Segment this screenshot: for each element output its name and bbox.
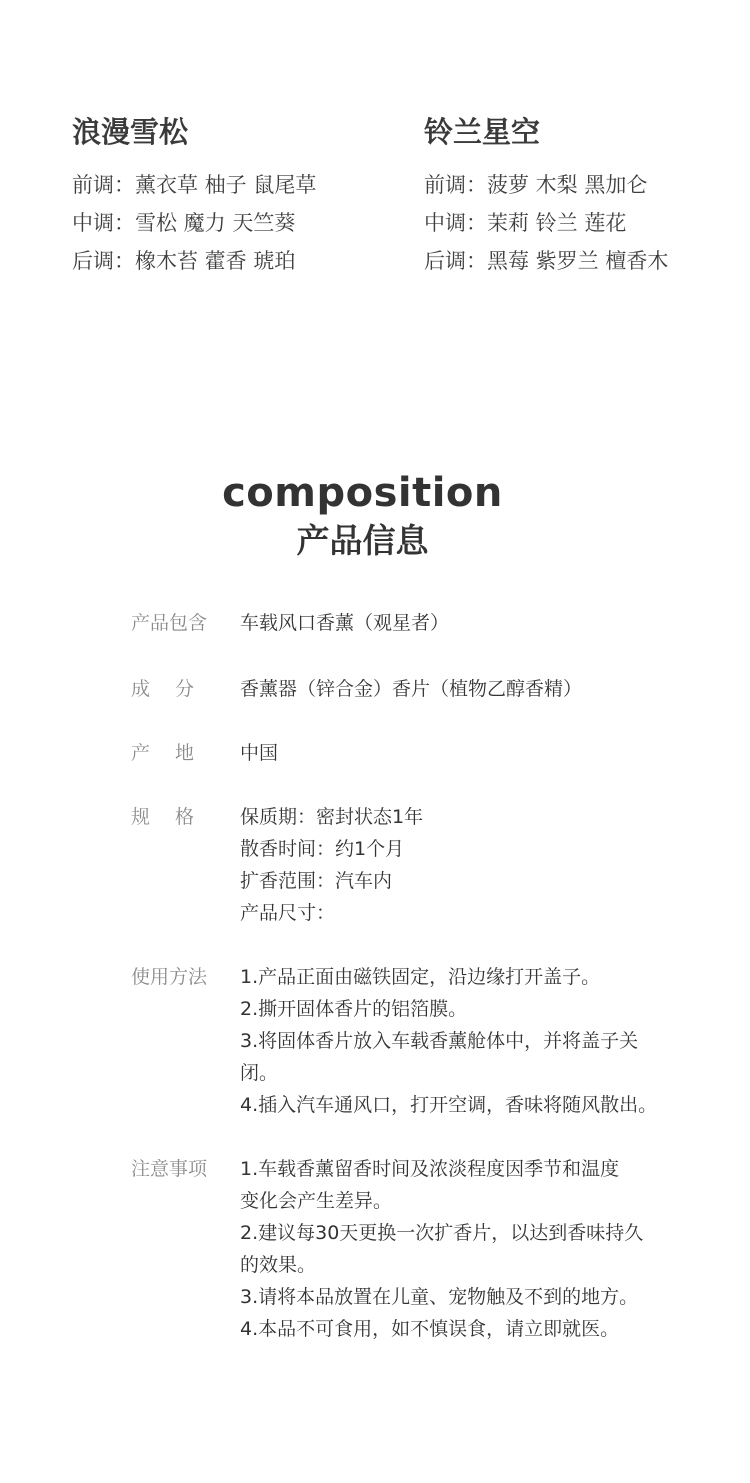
info-label: 成 分: [131, 678, 195, 700]
info-line: 1.产品正面由磁铁固定，沿边缘打开盖子。: [240, 966, 601, 988]
info-value: [240, 607, 449, 639]
scent-lily-starry-sky: [424, 112, 668, 280]
info-label: 产 地: [131, 742, 195, 764]
info-line: 2.撕开固体香片的铝箔膜。: [240, 998, 468, 1020]
top-note: 前调：菠萝 木梨 黑加仑: [424, 173, 648, 197]
info-row-usage-instructions: [131, 961, 657, 1121]
scent-title: 铃兰星空: [424, 115, 541, 149]
info-line: 闭。: [240, 1062, 279, 1084]
info-row-package-contents: [131, 607, 449, 639]
info-value: [240, 673, 582, 705]
base-note: 后调：黑莓 紫罗兰 檀香木: [424, 249, 669, 273]
info-line: 扩香范围：汽车内: [240, 870, 393, 892]
info-line: 3.将固体香片放入车载香薰舱体中，并将盖子关: [240, 1030, 639, 1052]
info-value: [240, 1153, 643, 1345]
base-note: 后调：橡木苔 藿香 琥珀: [72, 249, 296, 273]
info-line: 散香时间：约1个月: [240, 838, 405, 860]
info-line: 车载风口香薰（观星者）: [240, 612, 450, 634]
info-line: 4.本品不可食用，如不慎误食，请立即就医。: [240, 1318, 620, 1340]
info-value: [240, 801, 423, 929]
info-row-origin: [131, 737, 278, 769]
info-value: [240, 961, 657, 1121]
info-line: 1.车载香薰留香时间及浓淡程度因季节和温度: [240, 1158, 620, 1180]
info-row-specifications: [131, 801, 423, 929]
info-label: 规 格: [131, 806, 195, 828]
info-line: 产品尺寸：: [240, 902, 336, 924]
info-row-ingredients: [131, 673, 582, 705]
info-line: 香薰器（锌合金）香片（植物乙醇香精）: [240, 678, 583, 700]
info-line: 中国: [240, 742, 279, 764]
info-line: 的效果。: [240, 1254, 317, 1276]
info-row-precautions: [131, 1153, 643, 1345]
info-line: 3.请将本品放置在儿童、宠物触及不到的地方。: [240, 1286, 639, 1308]
info-line: 2.建议每30天更换一次扩香片，以达到香味持久: [240, 1222, 644, 1244]
scent-romantic-cedar: [72, 112, 316, 280]
top-note: 前调：薰衣草 柚子 鼠尾草: [72, 173, 317, 197]
info-value: [240, 737, 278, 769]
section-heading-english: composition: [222, 470, 503, 516]
section-heading-chinese: 产品信息: [296, 521, 429, 560]
info-label: 使用方法: [131, 966, 208, 988]
middle-note: 中调：雪松 魔力 天竺葵: [72, 211, 296, 235]
scent-title: 浪漫雪松: [72, 115, 189, 149]
middle-note: 中调：茉莉 铃兰 莲花: [424, 211, 627, 235]
info-label: 注意事项: [131, 1158, 208, 1180]
info-line: 变化会产生差异。: [240, 1190, 393, 1212]
info-line: 保质期：密封状态1年: [240, 806, 424, 828]
info-label: 产品包含: [131, 612, 208, 634]
info-line: 4.插入汽车通风口，打开空调，香味将随风散出。: [240, 1094, 658, 1116]
